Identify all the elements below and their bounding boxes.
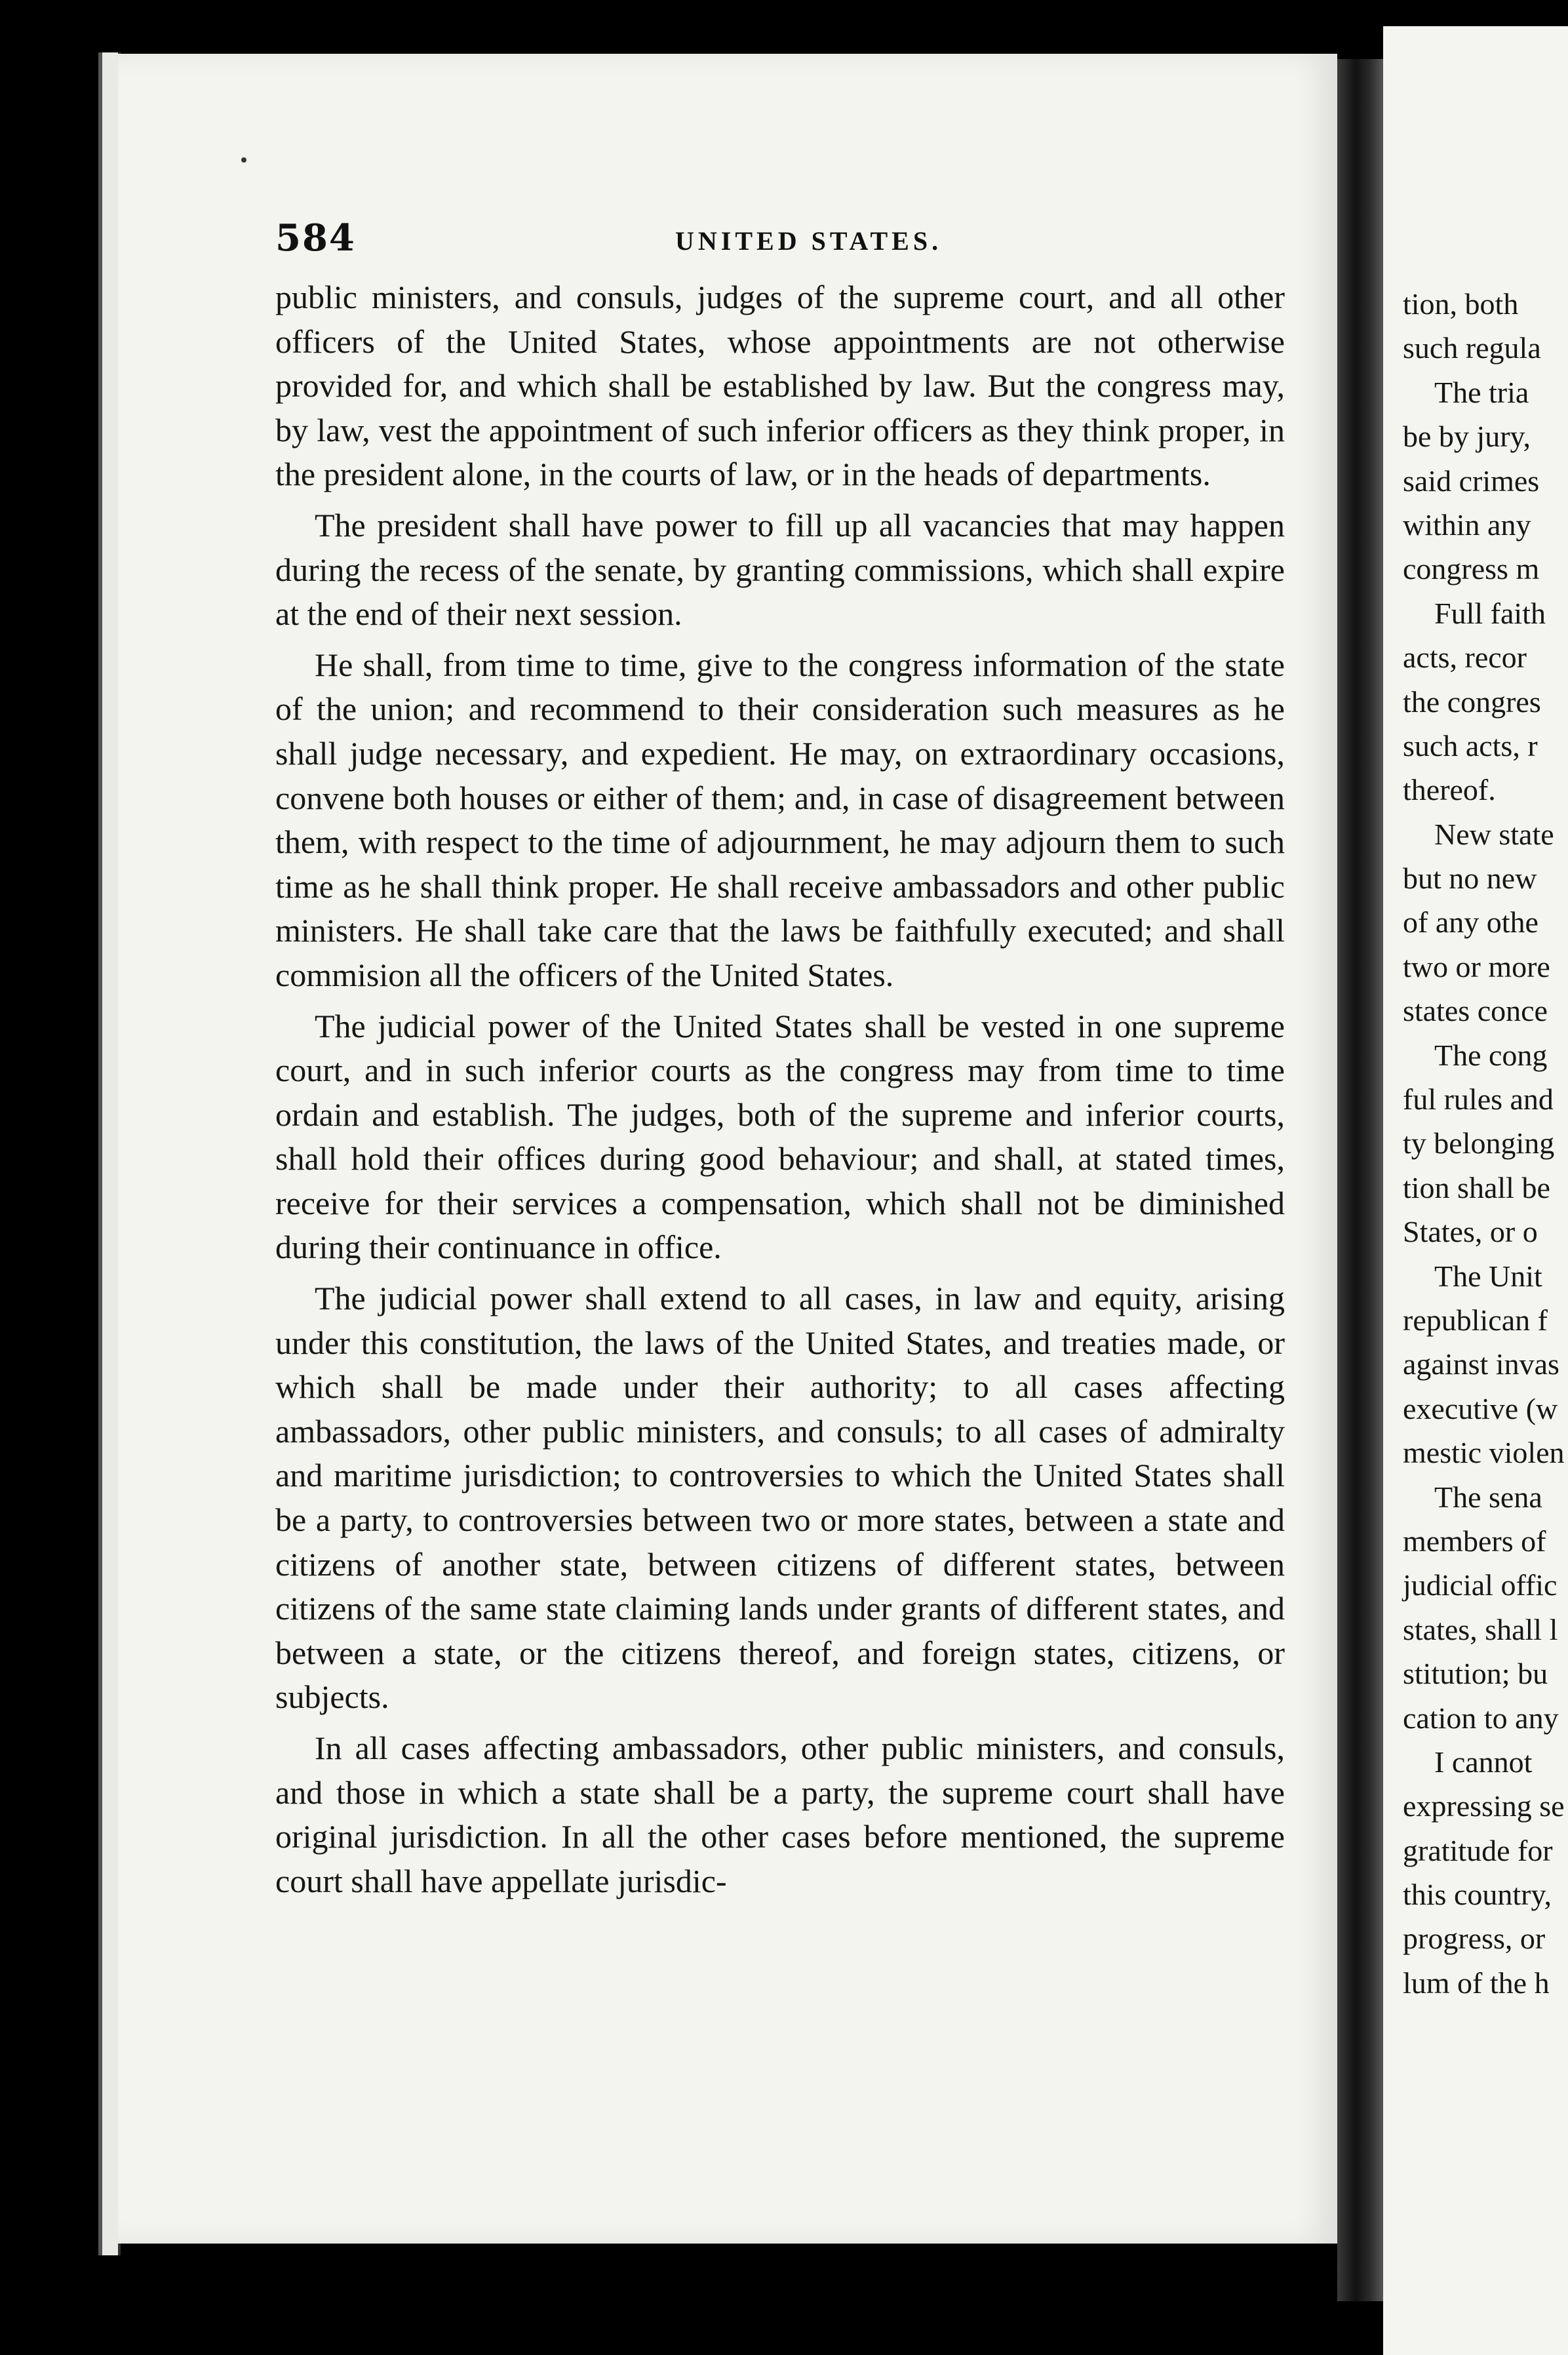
facing-line: thereof. — [1403, 773, 1496, 807]
facing-line: this country, — [1403, 1878, 1552, 1912]
facing-line: executive (w — [1403, 1391, 1558, 1425]
facing-line: tion shall be — [1403, 1170, 1550, 1204]
body-text — [275, 275, 1285, 1910]
facing-line: expressing se — [1403, 1789, 1565, 1823]
facing-line: ty belonging — [1403, 1126, 1555, 1160]
paragraph: The president shall have power to fill up all vacancies that may happen during the recess of the senate, by granting commissions, which shall expire at the end of their next session. — [275, 506, 1285, 633]
running-head: UNITED STATES. — [675, 226, 943, 256]
facing-line: of any othe — [1403, 905, 1539, 940]
facing-line: mestic violen — [1403, 1436, 1565, 1470]
facing-line: the congres — [1403, 684, 1541, 719]
facing-line: I cannot — [1434, 1745, 1533, 1779]
scan-border — [0, 0, 98, 2355]
facing-line: members of — [1403, 1524, 1546, 1558]
facing-line: stitution; bu — [1403, 1657, 1548, 1691]
facing-line: but no new — [1403, 861, 1537, 896]
facing-line: within any — [1403, 507, 1531, 542]
book-gutter — [1337, 59, 1383, 2301]
paragraph: In all cases affecting ambassadors, other public ministers, and consuls, and those in which a state shall be a party, the supreme court shall have original jurisdiction. In all the other cases before mentioned, the supreme court shall have appellate jurisdic- — [275, 1730, 1285, 1899]
facing-line: The sena — [1434, 1480, 1542, 1514]
page-number: 584 — [275, 216, 356, 260]
facing-line: lum of the h — [1403, 1966, 1550, 2000]
facing-line: acts, recor — [1403, 641, 1527, 675]
facing-line: gratitude for — [1403, 1833, 1553, 1867]
facing-line: states conce — [1403, 994, 1548, 1028]
facing-line: judicial offic — [1403, 1568, 1558, 1602]
facing-page-text — [1403, 282, 1568, 2005]
facing-line: congress m — [1403, 552, 1540, 586]
paragraph: He shall, from time to time, give to the congress information of the state of the union; and recommend to their consideration such measures as he shall judge necessary, and expedient. He may, on extraordinary occasions, convene both houses or either of them; and, in case of disagreement between them, with respect to the time of adjournment, he may adjourn them to such time as he shall think proper. He shall receive ambassadors and other public ministers. He shall take care that the laws be faithfully executed; and shall commision all the officers of the United States. — [275, 646, 1285, 993]
facing-line: Full faith — [1434, 596, 1546, 630]
facing-line: such acts, r — [1403, 728, 1538, 762]
page-header — [275, 216, 1298, 269]
facing-line: The cong — [1434, 1038, 1548, 1072]
facing-line: The Unit — [1434, 1259, 1542, 1293]
facing-line: tion, both — [1403, 287, 1519, 321]
facing-line: republican f — [1403, 1303, 1548, 1337]
facing-line: states, shall l — [1403, 1612, 1558, 1646]
facing-line: progress, or — [1403, 1922, 1546, 1956]
facing-line: two or more — [1403, 949, 1550, 983]
facing-line: be by jury, — [1403, 420, 1531, 454]
paragraph: public ministers, and consuls, judges of the supreme court, and all other officers of the United States, whose appointments are not otherwise provided for, and which shall be established by law. But the congress may, by law, vest the appointment of such inferior officers as they think proper, in the president alone, in the courts of law, or in the heads of departments. — [275, 279, 1285, 493]
paragraph: The judicial power shall extend to all cases, in law and equity, arising under this constitution, the laws of the United States, and treaties made, or which shall be made under their authority; to all cases affecting ambassadors, other public ministers, and consuls; to all cases of admiralty and maritime jurisdiction; to controversies to which the United States shall be a party, to controversies between two or more states, between a state and citizens of another state, between citizens of different states, between citizens of the same state claiming lands under grants of different states, and between a state, or the citizens thereof, and foreign states, citizens, or subjects. — [275, 1280, 1285, 1716]
binding-edge — [98, 52, 121, 2255]
facing-line: against invas — [1403, 1347, 1559, 1381]
facing-line: New state — [1434, 817, 1554, 851]
facing-line: cation to any — [1403, 1701, 1559, 1735]
ink-speck — [241, 157, 246, 163]
facing-line: said crimes — [1403, 464, 1540, 498]
facing-line: States, or o — [1403, 1215, 1538, 1249]
facing-line: ful rules and — [1403, 1082, 1554, 1117]
facing-line: such regula — [1403, 331, 1541, 365]
paragraph: The judicial power of the United States shall be vested in one supreme court, and in such inferior courts as the congress may from time to time ordain and establish. The judges, both of the supreme and inferior courts, shall hold their offices during good behaviour; and shall, at stated times, receive for their services a compensation, which shall not be diminished during their continuance in office. — [275, 1007, 1285, 1266]
facing-line: The tria — [1434, 375, 1529, 409]
